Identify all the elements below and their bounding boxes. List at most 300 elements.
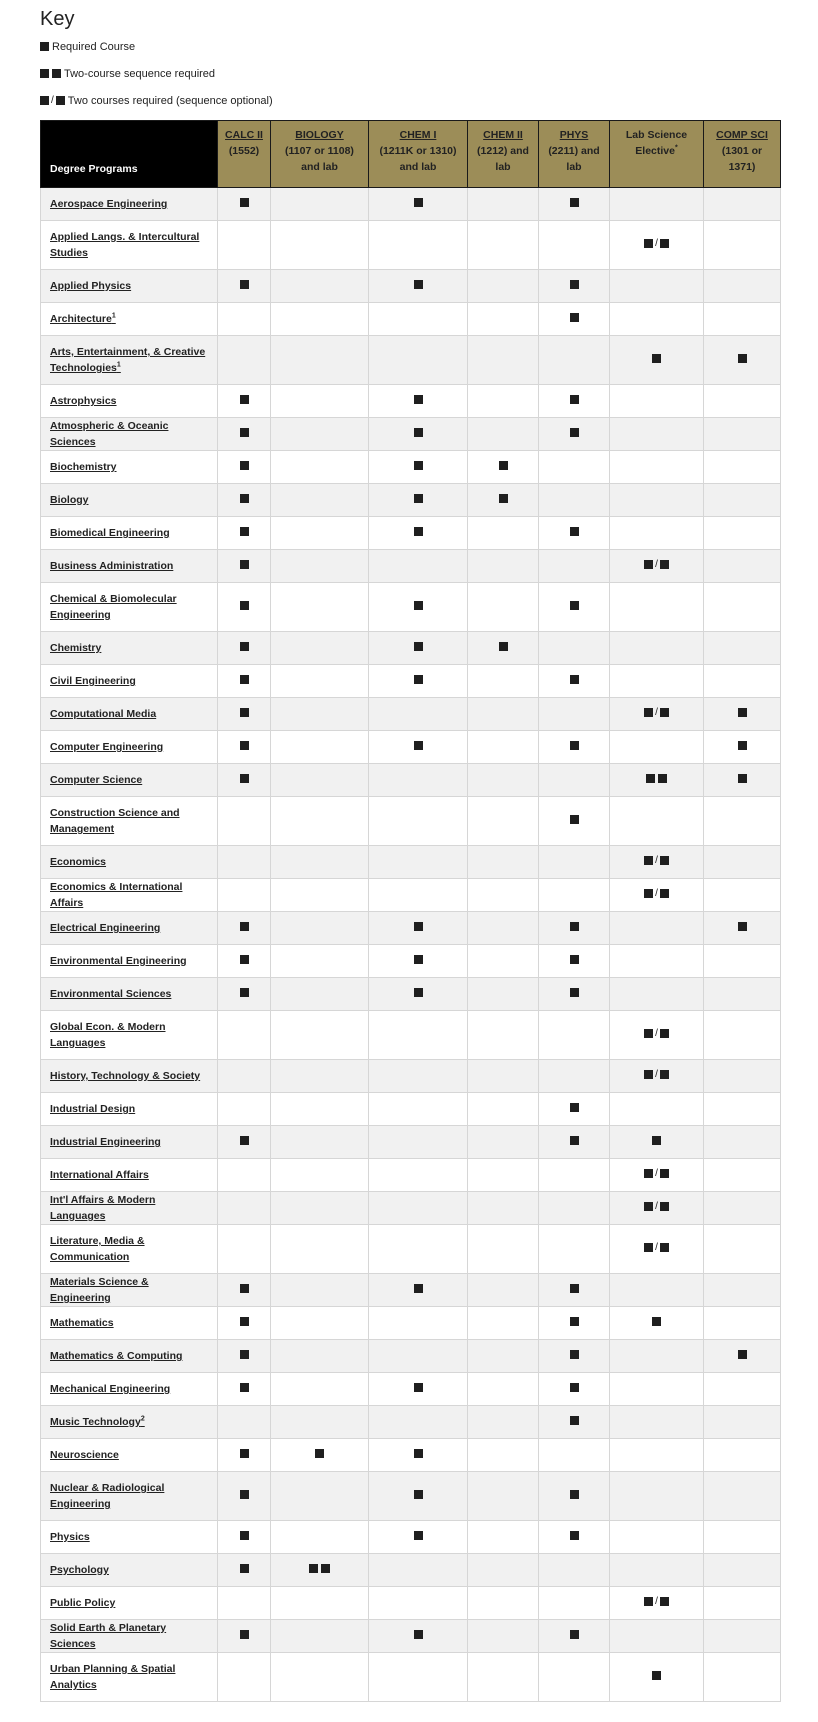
required-course-icon [570,1490,579,1499]
requirement-cell [369,1439,468,1472]
square-icon [570,1416,579,1425]
square-icon [414,280,423,289]
column-header[interactable] [468,121,539,188]
degree-program-link[interactable] [41,1521,218,1554]
requirement-cell [218,1406,271,1439]
requirement-cell [218,451,271,484]
requirement-cell [218,1620,271,1653]
column-header[interactable] [704,121,781,188]
two-courses-optional-sequence-icon [40,96,65,105]
degree-program-name[interactable]: Atmospheric & Oceanic Sciences [50,420,169,448]
degree-program-link[interactable] [41,517,218,550]
table-row [41,665,781,698]
requirement-cell [704,303,781,336]
required-course-icon [240,1317,249,1326]
required-course-icon [240,560,249,569]
degree-program-name[interactable]: Music Technology [50,1416,141,1428]
requirement-cell [610,583,704,632]
degree-program-name[interactable]: Neuroscience [50,1449,119,1461]
requirement-cell [271,846,369,879]
requirement-cell [704,451,781,484]
degree-program-link[interactable] [41,583,218,632]
requirement-cell [610,945,704,978]
requirement-cell [610,632,704,665]
square-icon [738,774,747,783]
required-course-icon [240,642,249,651]
square-icon [414,494,423,503]
column-header[interactable] [539,121,610,188]
degree-program-name[interactable]: Business Administration [50,560,174,572]
requirement-cell [369,1340,468,1373]
required-course-icon [414,741,423,750]
key-label: Two courses required (sequence optional) [67,94,273,107]
degree-program-link[interactable] [41,945,218,978]
degree-program-link[interactable] [41,221,218,270]
required-course-icon [499,494,508,503]
column-header[interactable] [369,121,468,188]
required-course-icon [414,428,423,437]
degree-program-name[interactable]: Int'l Affairs & Modern Languages [50,1194,156,1222]
requirement-cell [369,336,468,385]
requirement-cell [369,1472,468,1521]
square-icon [570,1383,579,1392]
requirement-cell [271,1274,369,1307]
degree-program-name[interactable]: Biomedical Engineering [50,527,170,539]
degree-program-name[interactable]: Computational Media [50,708,157,720]
slash-icon: / [655,707,658,718]
square-icon [738,922,747,931]
square-icon [240,1564,249,1573]
square-icon [240,395,249,404]
square-icon [660,560,669,569]
requirement-cell [218,1554,271,1587]
degree-program-link[interactable] [41,1373,218,1406]
column-header-link[interactable]: CALC II [225,129,263,141]
key-title: Key [40,8,75,30]
degree-program-link[interactable] [41,1620,218,1653]
requirement-cell [610,1060,704,1093]
requirement-cell [218,978,271,1011]
square-icon [644,889,653,898]
degree-program-name[interactable]: Civil Engineering [50,675,136,687]
requirement-cell [539,336,610,385]
degree-program-link[interactable] [41,1340,218,1373]
requirement-cell [271,1011,369,1060]
column-header-link[interactable]: CHEM I [399,129,437,141]
degree-program-link[interactable] [41,1472,218,1521]
requirement-cell [271,1060,369,1093]
required-course-icon [570,1383,579,1392]
slash-icon: / [655,238,658,249]
requirement-cell [468,1587,539,1620]
requirement-cell [704,336,781,385]
table-row [41,698,781,731]
degree-program-name[interactable]: Environmental Sciences [50,988,172,1000]
requirement-cell [271,1472,369,1521]
requirement-cell [271,303,369,336]
requirement-cell [218,303,271,336]
table-row [41,1093,781,1126]
degree-program-name[interactable]: Materials Science & Engineering [50,1276,149,1304]
degree-program-name[interactable]: Applied Langs. & Intercultural Studies [50,231,200,259]
requirement-cell [539,978,610,1011]
degree-program-name[interactable]: Nuclear & Radiological Engineering [50,1482,165,1510]
requirement-cell [468,451,539,484]
degree-program-name[interactable]: Psychology [50,1564,109,1576]
square-icon [240,741,249,750]
requirement-cell [539,1653,610,1702]
requirement-cell [218,1159,271,1192]
required-course-icon [652,1136,661,1145]
square-icon [240,428,249,437]
degree-program-name[interactable]: Biology [50,494,89,506]
requirement-cell [610,1340,704,1373]
requirement-cell [271,665,369,698]
degree-program-link[interactable] [41,1159,218,1192]
required-course-icon [652,354,661,363]
degree-program-name[interactable]: International Affairs [50,1169,149,1181]
requirement-cell [704,1225,781,1274]
degree-program-name[interactable]: Urban Planning & Spatial Analytics [50,1663,176,1691]
required-course-icon [240,774,249,783]
requirement-cell [369,270,468,303]
square-icon [240,280,249,289]
requirement-cell [468,731,539,764]
degree-program-name[interactable]: Aerospace Engineering [50,198,168,210]
column-header-link[interactable]: BIOLOGY [295,129,344,141]
square-icon [660,1243,669,1252]
column-header-link[interactable]: CHEM II [483,129,523,141]
required-course-icon [240,1136,249,1145]
degree-program-link[interactable] [41,1587,218,1620]
required-course-icon [240,1630,249,1639]
degree-program-name[interactable]: Mathematics & Computing [50,1350,183,1362]
degree-program-name[interactable]: Environmental Engineering [50,955,187,967]
requirement-cell [610,336,704,385]
degree-program-name[interactable]: Economics [50,856,107,868]
degree-program-link[interactable] [41,484,218,517]
square-icon [570,198,579,207]
requirement-cell [468,303,539,336]
degree-program-link[interactable] [41,1439,218,1472]
square-icon [52,69,61,78]
degree-program-link[interactable] [41,451,218,484]
requirement-cell [369,879,468,912]
requirement-cell [610,1307,704,1340]
degree-program-link[interactable] [41,665,218,698]
degree-program-link[interactable] [41,912,218,945]
requirement-cell [218,797,271,846]
requirement-cell [218,1307,271,1340]
degree-program-name[interactable]: Computer Science [50,774,143,786]
degree-program-link[interactable] [41,879,218,912]
requirement-cell [539,1225,610,1274]
square-icon [240,1449,249,1458]
square-icon [240,708,249,717]
column-header[interactable] [271,121,369,188]
slash-icon: / [655,1596,658,1607]
column-header[interactable] [218,121,271,188]
requirement-cell [610,1159,704,1192]
required-course-icon [240,1490,249,1499]
required-course-icon [570,955,579,964]
requirement-cell [369,1192,468,1225]
two-courses-optional-sequence-icon [644,1202,669,1211]
requirement-cell [610,484,704,517]
requirement-cell [271,550,369,583]
requirement-cell [539,1060,610,1093]
degree-program-link[interactable] [41,731,218,764]
requirement-cell [539,945,610,978]
square-icon [570,395,579,404]
table-row [41,1439,781,1472]
degree-program-name[interactable]: Biochemistry [50,461,117,473]
table-row [41,945,781,978]
requirement-cell [218,1340,271,1373]
two-course-sequence-icon [646,774,667,783]
degree-program-link[interactable] [41,1554,218,1587]
table-row [41,385,781,418]
requirement-cell [539,484,610,517]
square-icon [499,642,508,651]
degree-program-link[interactable] [41,336,218,385]
degree-program-link[interactable] [41,270,218,303]
required-course-icon [414,675,423,684]
degree-program-name[interactable]: Architecture [50,313,112,325]
degree-program-name[interactable]: Solid Earth & Planetary Sciences [50,1622,167,1650]
square-icon [644,1070,653,1079]
square-icon [652,354,661,363]
degree-program-name[interactable]: Construction Science and Management [50,807,180,835]
requirement-cell [468,1521,539,1554]
degree-program-name[interactable]: Literature, Media & Communication [50,1235,145,1263]
degree-program-name[interactable]: Computer Engineering [50,741,164,753]
square-icon [414,922,423,931]
table-row [41,221,781,270]
square-icon [321,1564,330,1573]
requirement-cell [539,451,610,484]
requirement-cell [218,188,271,221]
table-row [41,632,781,665]
degree-program-link[interactable] [41,188,218,221]
degree-program-name[interactable]: Chemistry [50,642,102,654]
square-icon [570,1490,579,1499]
square-icon [309,1564,318,1573]
requirement-cell [271,451,369,484]
requirement-cell [704,270,781,303]
square-icon [414,1531,423,1540]
requirement-cell [218,336,271,385]
required-course-icon [240,1531,249,1540]
table-row [41,1472,781,1521]
requirement-cell [704,731,781,764]
requirement-cell [271,1439,369,1472]
degree-program-link[interactable] [41,1060,218,1093]
square-icon [644,1169,653,1178]
requirement-cell [369,731,468,764]
degree-program-link[interactable] [41,797,218,846]
degree-program-link[interactable] [41,1406,218,1439]
required-course-icon [570,313,579,322]
degree-program-link[interactable] [41,1093,218,1126]
required-course-icon [570,428,579,437]
required-course-icon [240,741,249,750]
requirement-cell [369,1225,468,1274]
requirement-cell [704,1373,781,1406]
degree-program-name[interactable]: Industrial Engineering [50,1136,161,1148]
required-course-icon [240,280,249,289]
degree-program-name[interactable]: Electrical Engineering [50,922,161,934]
requirement-cell [218,221,271,270]
requirement-cell [369,583,468,632]
degree-program-name[interactable]: History, Technology & Society [50,1070,201,1082]
requirement-cell [539,1192,610,1225]
required-course-icon [570,1350,579,1359]
requirement-cell [468,1554,539,1587]
requirement-cell [610,1373,704,1406]
required-course-icon [738,922,747,931]
requirement-cell [539,1554,610,1587]
square-icon [240,1284,249,1293]
requirement-cell [271,583,369,632]
requirement-cell [369,1093,468,1126]
requirement-cell [704,1126,781,1159]
degree-program-link[interactable] [41,698,218,731]
requirement-cell [369,221,468,270]
requirement-cell [218,1274,271,1307]
requirement-cell [610,1620,704,1653]
requirement-cell [468,945,539,978]
degree-program-link[interactable] [41,1126,218,1159]
degree-program-name[interactable]: Public Policy [50,1597,116,1609]
degree-program-link[interactable] [41,550,218,583]
required-course-icon [570,1284,579,1293]
requirement-cell [369,1126,468,1159]
degree-program-link[interactable] [41,632,218,665]
required-course-icon [652,1317,661,1326]
requirement-cell [539,1159,610,1192]
square-icon [240,494,249,503]
requirement-cell [704,879,781,912]
degree-program-link[interactable] [41,978,218,1011]
degree-program-name[interactable]: Chemical & Biomolecular Engineering [50,593,177,621]
footnote-marker: 1 [111,312,116,320]
requirement-cell [468,1060,539,1093]
requirement-cell [271,698,369,731]
degree-program-link[interactable] [41,1192,218,1225]
degree-program-link[interactable] [41,1653,218,1702]
degree-program-link[interactable] [41,1225,218,1274]
degree-program-link[interactable] [41,303,218,336]
requirement-cell [369,1159,468,1192]
degree-program-link[interactable] [41,764,218,797]
degree-program-link[interactable] [41,418,218,451]
two-courses-optional-sequence-icon [644,560,669,569]
two-courses-optional-sequence-icon [644,708,669,717]
requirement-cell [468,1093,539,1126]
column-header-link[interactable]: PHYS [559,129,589,141]
table-row [41,1653,781,1702]
degree-program-link[interactable] [41,846,218,879]
square-icon [660,889,669,898]
requirement-cell [369,1060,468,1093]
key-item [40,93,788,108]
square-icon [570,741,579,750]
requirement-cell [704,1521,781,1554]
required-course-icon [570,815,579,824]
degree-program-link[interactable] [41,385,218,418]
degree-program-name[interactable]: Mechanical Engineering [50,1383,171,1395]
square-icon [660,1597,669,1606]
column-header-link[interactable]: COMP SCI [716,129,768,141]
degree-program-name[interactable]: Physics [50,1531,90,1543]
square-icon [660,856,669,865]
table-header-row [41,121,781,188]
slash-icon: / [655,559,658,570]
degree-program-name[interactable]: Astrophysics [50,395,117,407]
requirement-cell [704,846,781,879]
key-item [40,39,788,54]
degree-program-name[interactable]: Economics & International Affairs [50,881,183,909]
required-course-icon [570,675,579,684]
requirement-cell [369,1373,468,1406]
requirement-cell [610,698,704,731]
degree-program-name[interactable]: Applied Physics [50,280,132,292]
requirement-cell [468,698,539,731]
key-label: Two-course sequence required [64,67,216,80]
requirement-cell [610,517,704,550]
table-row [41,451,781,484]
slash-icon: / [655,1201,658,1212]
requirement-cell [610,1439,704,1472]
required-course-icon [414,601,423,610]
square-icon [240,774,249,783]
degree-program-name[interactable]: Mathematics [50,1317,114,1329]
square-icon [570,988,579,997]
required-course-icon [240,461,249,470]
required-course-icon [240,708,249,717]
degree-program-name[interactable]: Arts, Entertainment, & Creative Technologies [50,346,206,374]
square-icon [738,741,747,750]
degree-program-link[interactable] [41,1274,218,1307]
degree-programs-header: Degree Programs [41,121,218,188]
square-icon [414,601,423,610]
key-symbol [40,42,49,51]
requirement-cell [539,517,610,550]
table-row [41,1521,781,1554]
requirement-cell [610,1011,704,1060]
requirement-cell [369,188,468,221]
square-icon [570,1317,579,1326]
requirement-cell [369,912,468,945]
table-row [41,764,781,797]
two-courses-optional-sequence-icon [644,856,669,865]
square-icon [570,1531,579,1540]
requirement-cell [468,1274,539,1307]
degree-program-link[interactable] [41,1011,218,1060]
requirement-cell [369,1307,468,1340]
requirement-cell [704,1011,781,1060]
requirement-cell [468,1011,539,1060]
degree-program-name[interactable]: Industrial Design [50,1103,136,1115]
square-icon [40,96,49,105]
requirement-cell [539,1093,610,1126]
square-icon [738,1350,747,1359]
degree-program-name[interactable]: Global Econ. & Modern Languages [50,1021,166,1049]
required-course-icon [414,1383,423,1392]
column-header-detail: (2211) and lab [548,145,600,173]
degree-program-link[interactable] [41,1307,218,1340]
